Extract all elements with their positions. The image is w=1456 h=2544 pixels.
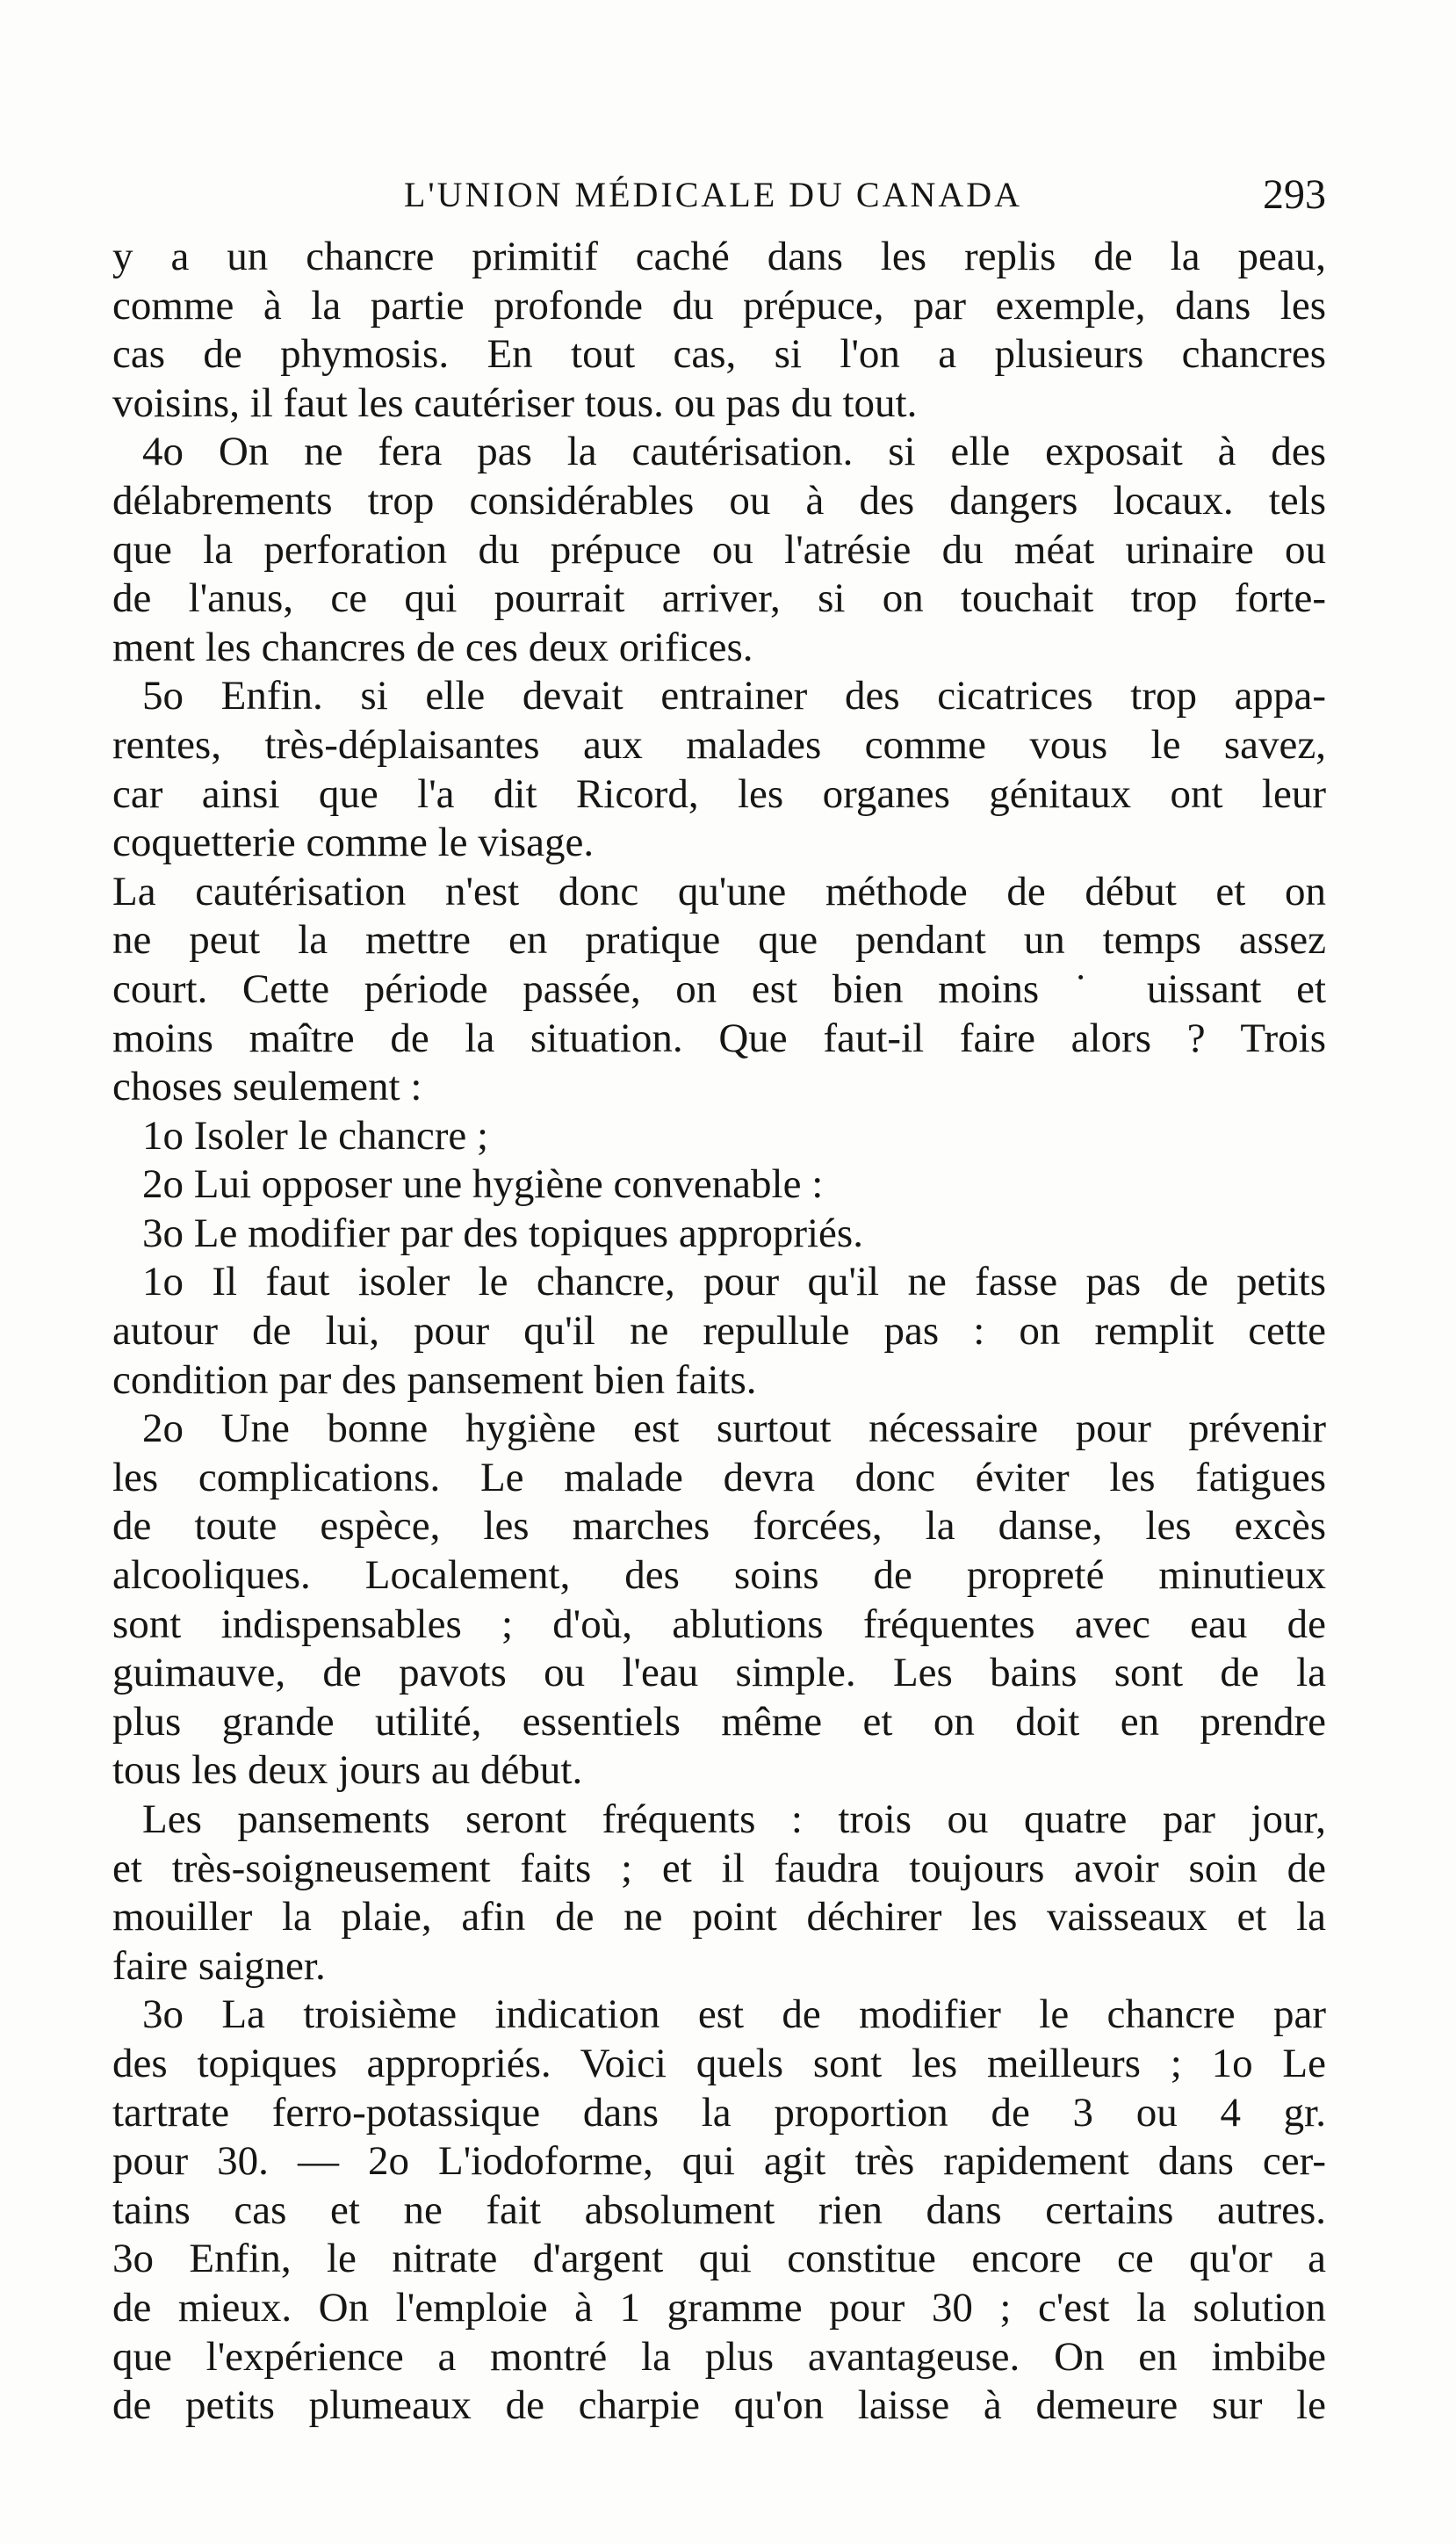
text-line: 4o On ne fera pas la cautérisation. si elle exposait à des <box>142 429 1326 475</box>
text-line: cas de phymosis. En tout cas, si l'on a plusieurs chancres <box>112 331 1326 378</box>
text-line: délabrements trop considérables ou à des dangers locaux. tels <box>112 477 1326 524</box>
text-line: 3o Enfin, le nitrate d'argent qui constitue encore ce qu'or a <box>112 2236 1326 2282</box>
text-line: rentes, très-déplaisantes aux malades comme vous le savez, <box>112 721 1326 768</box>
text-line: car ainsi que l'a dit Ricord, les organes génitaux ont leur <box>112 770 1326 817</box>
text-line: 3o Le modifier par des topiques appropriés. <box>142 1210 863 1256</box>
text-line: La cautérisation n'est donc qu'une méthode de début et on <box>112 868 1326 914</box>
page-number: 293 <box>1263 171 1326 218</box>
text-line: plus grande utilité, essentiels même et on doit en prendre <box>112 1698 1326 1745</box>
text-line: de petits plumeaux de charpie qu'on laisse à demeure sur le <box>112 2382 1326 2429</box>
running-head <box>404 169 1326 221</box>
text-line: 3o La troisième indication est de modifier le chancre par <box>142 1991 1326 2038</box>
text-line: et très-soigneusement faits ; et il faudra toujours avoir soin de <box>112 1845 1326 1891</box>
text-line: que l'expérience a montré la plus avantageuse. On en imbibe <box>112 2333 1326 2380</box>
text-line: coquetterie comme le visage. <box>112 820 595 866</box>
text-line: 1o Il faut isoler le chancre, pour qu'il ne fasse pas de petits <box>142 1259 1326 1305</box>
journal-title: L'UNION MÉDICALE DU CANADA <box>404 175 1023 214</box>
text-line: guimauve, de pavots ou l'eau simple. Les bains sont de la <box>112 1650 1326 1696</box>
text-line: comme à la partie profonde du prépuce, par exemple, dans les <box>112 282 1326 329</box>
text-line: de toute espèce, les marches forcées, la danse, les excès <box>112 1503 1326 1550</box>
text-line: que la perforation du prépuce ou l'atrésie du méat urinaire ou <box>112 526 1326 573</box>
text-line: voisins, il faut les cautériser tous. ou pas du tout. <box>112 379 918 426</box>
text-line: alcooliques. Localement, des soins de propreté minutieux <box>112 1552 1326 1599</box>
text-line: tains cas et ne fait absolument rien dans certains autres. <box>112 2186 1326 2233</box>
text-line: Les pansements seront fréquents : trois ou quatre par jour, <box>142 1796 1326 1842</box>
text-line: faire saigner. <box>112 1942 326 1989</box>
text-line: court. Cette période passée, on est bien moins ˙ uissant et <box>112 965 1326 1012</box>
text-line: ment les chancres de ces deux orifices. <box>112 624 753 670</box>
text-line: choses seulement : <box>112 1064 422 1110</box>
text-line: des topiques appropriés. Voici quels sont les meilleurs ; 1o Le <box>112 2040 1326 2086</box>
text-line: tartrate ferro-potassique dans la proportion de 3 ou 4 gr. <box>112 2089 1326 2136</box>
body-text <box>112 233 1326 2431</box>
text-line: 5o Enfin. si elle devait entrainer des cicatrices trop appa- <box>142 673 1326 719</box>
text-line: ne peut la mettre en pratique que pendant un temps assez <box>112 917 1326 964</box>
text-line: moins maître de la situation. Que faut-il faire alors ? Trois <box>112 1015 1326 1061</box>
text-line: les complications. Le malade devra donc éviter les fatigues <box>112 1454 1326 1500</box>
text-line: y a un chancre primitif caché dans les replis de la peau, <box>112 234 1326 279</box>
text-line: 2o Une bonne hygiène est surtout nécessaire pour prévenir <box>142 1406 1326 1452</box>
text-line: autour de lui, pour qu'il ne repullule pas : on remplit cette <box>112 1308 1326 1355</box>
text-line: tous les deux jours au début. <box>112 1747 583 1794</box>
text-line: sont indispensables ; d'où, ablutions fréquentes avec eau de <box>112 1601 1326 1647</box>
text-line: mouiller la plaie, afin de ne point déchirer les vaisseaux et la <box>112 1894 1326 1941</box>
text-line: de mieux. On l'emploie à 1 gramme pour 30 ; c'est la solution <box>112 2284 1326 2331</box>
text-line: pour 30. — 2o L'iodoforme, qui agit très rapidement dans cer- <box>112 2138 1326 2185</box>
text-line: condition par des pansement bien faits. <box>112 1356 757 1403</box>
text-line: 2o Lui opposer une hygiène convenable : <box>142 1161 824 1208</box>
text-line: de l'anus, ce qui pourrait arriver, si on touchait trop forte- <box>112 575 1326 622</box>
text-line: 1o Isoler le chancre ; <box>142 1112 489 1159</box>
